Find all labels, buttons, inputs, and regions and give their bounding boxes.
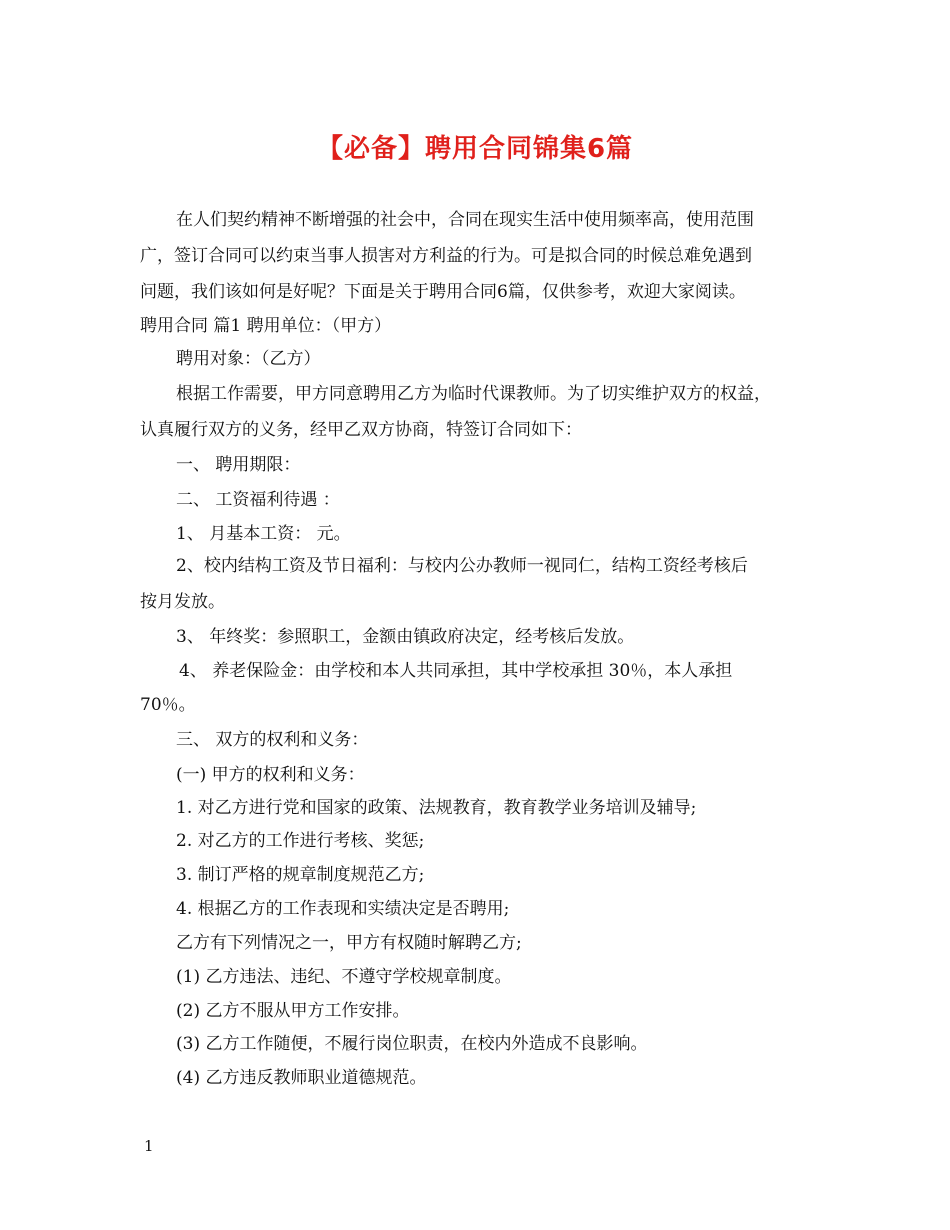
page-number: 1: [144, 1137, 154, 1155]
list-item: (1) 乙方违法、违纪、不遵守学校规章制度。: [176, 967, 512, 987]
section-heading: 一、 聘用期限：: [176, 455, 301, 475]
body-line: 问题，我们该如何是好呢？下面是关于聘用合同6篇，仅供参考，欢迎大家阅读。: [140, 282, 746, 302]
body-line: 根据工作需要，甲方同意聘用乙方为临时代课教师。为了切实维护双方的权益，: [176, 384, 771, 404]
body-line: 按月发放。: [140, 592, 225, 612]
subsection-heading: (一) 甲方的权利和义务：: [176, 765, 365, 785]
body-line: 70％。: [140, 695, 196, 715]
body-line: 在人们契约精神不断增强的社会中，合同在现实生活中使用频率高，使用范围: [176, 210, 754, 230]
list-item: 3、 年终奖：参照职工，金额由镇政府决定，经考核后发放。: [176, 627, 635, 647]
list-item: 1、 月基本工资： 元。: [176, 524, 351, 544]
body-line: 聘用合同 篇1 聘用单位：（甲方）: [140, 316, 392, 336]
list-item: 4. 根据乙方的工作表现和实绩决定是否聘用;: [176, 899, 510, 919]
section-heading: 二、 工资福利待遇 ：: [176, 490, 340, 510]
list-item: 2、校内结构工资及节日福利：与校内公办教师一视同仁，结构工资经考核后: [176, 556, 748, 576]
list-item: (2) 乙方不服从甲方工作安排。: [176, 1001, 410, 1021]
list-item: 1. 对乙方进行党和国家的政策、法规教育，教育教学业务培训及辅导;: [176, 798, 697, 818]
body-line: 聘用对象：（乙方）: [176, 349, 321, 369]
section-heading: 三、 双方的权利和义务：: [176, 730, 369, 750]
list-item: 3. 制订严格的规章制度规范乙方;: [176, 865, 425, 885]
list-item: (3) 乙方工作随便，不履行岗位职责，在校内外造成不良影响。: [176, 1034, 648, 1054]
body-line: 认真履行双方的义务，经甲乙双方协商，特签订合同如下：: [140, 420, 582, 440]
list-item: 2. 对乙方的工作进行考核、奖惩;: [176, 831, 425, 851]
body-line: 乙方有下列情况之一，甲方有权随时解聘乙方;: [176, 933, 522, 953]
body-line: 广，签订合同可以约束当事人损害对方利益的行为。可是拟合同的时候总难免遇到: [140, 246, 752, 266]
document-title: 【必备】聘用合同锦集6篇: [316, 134, 634, 164]
list-item: (4) 乙方违反教师职业道德规范。: [176, 1068, 427, 1088]
list-item: 4、 养老保险金：由学校和本人共同承担，其中学校承担 30％，本人承担: [179, 661, 733, 681]
